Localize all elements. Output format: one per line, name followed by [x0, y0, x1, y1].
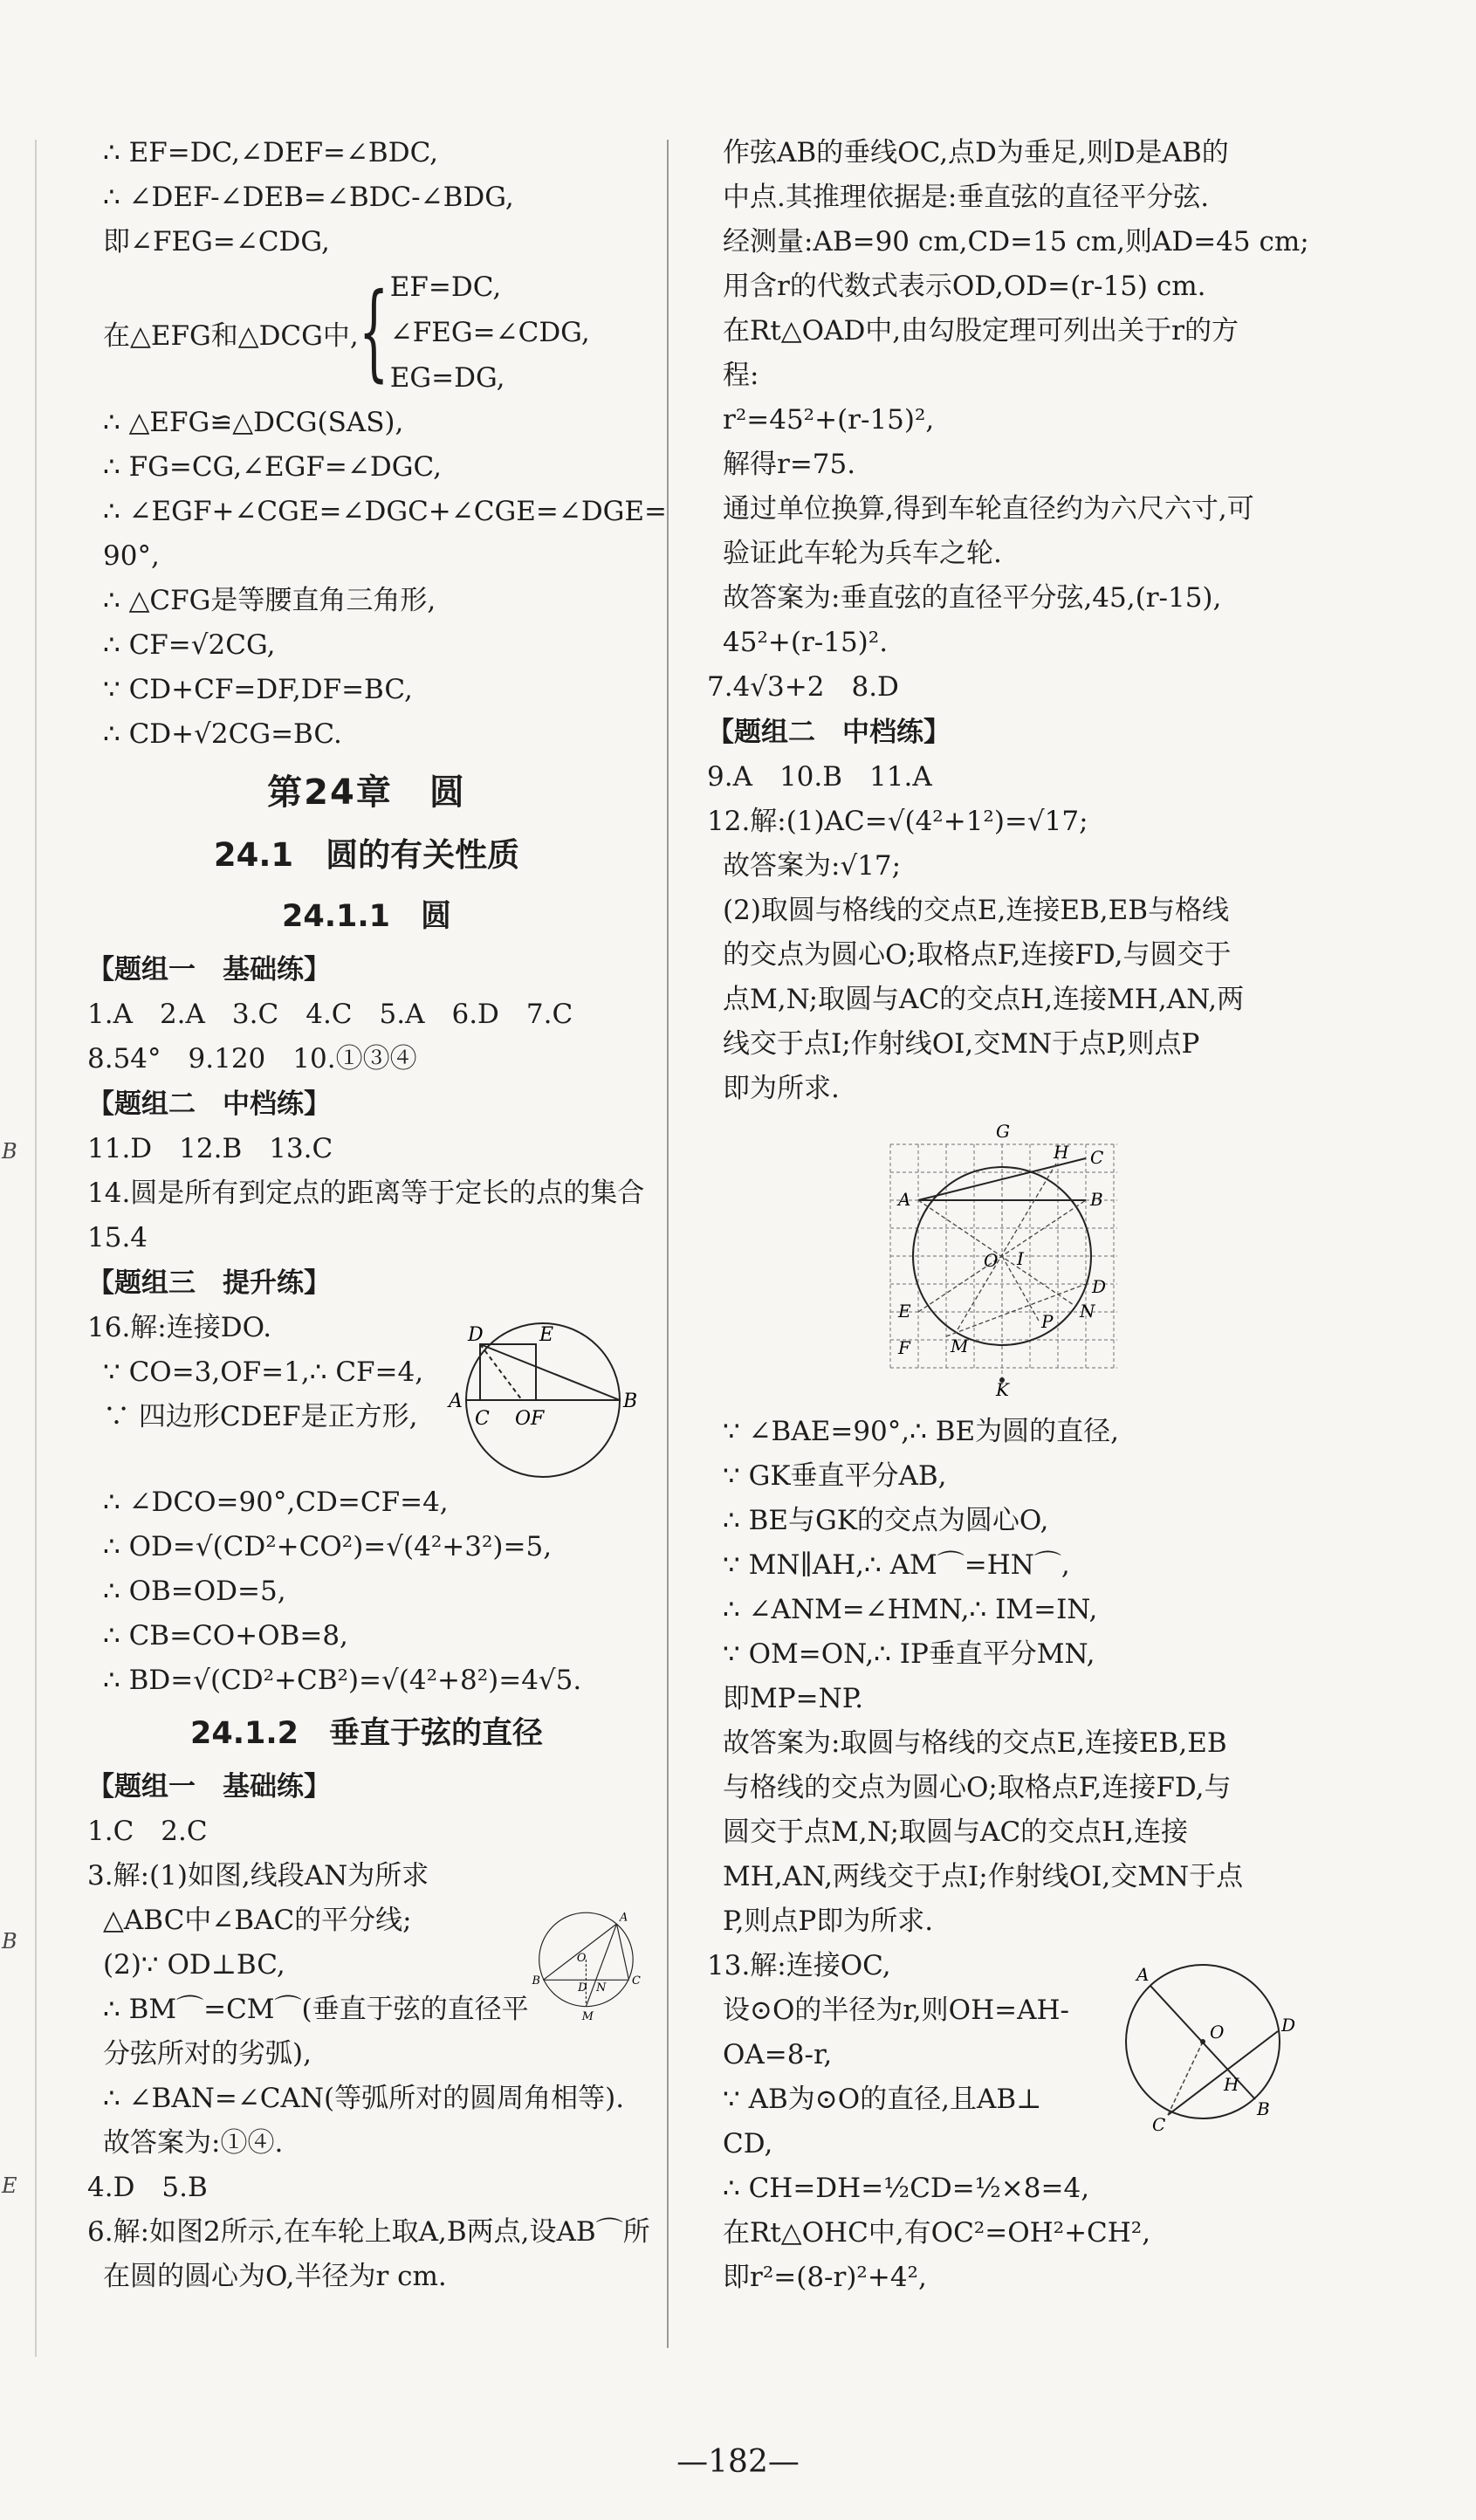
fig-label: M	[581, 2009, 594, 2023]
fig-label: C	[475, 1408, 490, 1430]
q13-chord-figure	[1109, 1944, 1301, 2145]
text-line: ∴ EF=DC,∠DEF=∠BDC,	[103, 137, 439, 168]
fig-label: O	[984, 1250, 999, 1271]
solution-line: OA=8-r,	[723, 2039, 833, 2070]
fig-label: M	[951, 1336, 969, 1356]
solution-line: 12.解:(1)AC=√(4²+1²)=√17;	[707, 806, 1088, 837]
text-line: ∴ △CFG是等腰直角三角形,	[103, 585, 436, 616]
group-heading: 【题组二 中档练】	[707, 717, 951, 748]
solution-line: △ABC中∠BAC的平分线;	[103, 1905, 412, 1936]
margin-mark: B	[2, 1139, 17, 1164]
solution-line: ∴ BE与GK的交点为圆心O,	[723, 1505, 1049, 1536]
q16-circle-square-figure	[436, 1306, 646, 1480]
solution-line: 故答案为:√17;	[723, 850, 902, 882]
solution-line: 即r²=(8-r)²+4²,	[723, 2262, 927, 2293]
subsection-title: 24.1.2 垂直于弦的直径	[189, 1716, 543, 1751]
fig-label: B	[1090, 1189, 1103, 1210]
solution-line: 圆交于点M,N;取圆与AC的交点H,连接	[723, 1816, 1189, 1848]
text-line: 用含r的代数式表示OD,OD=(r-15) cm.	[723, 271, 1206, 302]
brace-intro: 在△EFG和△DCG中,	[103, 319, 359, 352]
fig-label: A	[1136, 1964, 1150, 1985]
congruence-conditions	[87, 264, 646, 401]
text-line: ∴ ∠EGF+∠CGE=∠DGC+∠CGE=∠DGE=	[103, 496, 668, 527]
group-heading: 【题组一 基础练】	[87, 1771, 331, 1802]
text-line: 作弦AB的垂线OC,点D为垂足,则D是AB的	[723, 137, 1229, 168]
answer-line: 1.A 2.A 3.C 4.C 5.A 6.D 7.C	[87, 999, 573, 1030]
margin-mark: B	[2, 1929, 17, 1954]
brace-symbol: {	[358, 271, 389, 393]
text-line: 程:	[723, 360, 759, 391]
chapter-title: 第24章 圆	[267, 772, 466, 813]
fig-label: N	[595, 1981, 607, 1995]
solution-line: ∵ CO=3,OF=1,∴ CF=4,	[103, 1356, 424, 1388]
solution-line: ∵ ∠BAE=90°,∴ BE为圆的直径,	[723, 1416, 1119, 1447]
page-number: —182—	[676, 2444, 800, 2480]
fig-label: C	[1090, 1147, 1104, 1168]
text-line: ∴ CD+√2CG=BC.	[103, 718, 342, 750]
question-16	[87, 1306, 646, 1480]
fig-label: A	[449, 1390, 463, 1412]
solution-line: 13.解:连接OC,	[707, 1950, 891, 1981]
text-line: 解得r=75.	[723, 449, 856, 480]
solution-line: 即MP=NP.	[723, 1683, 864, 1714]
text-line: ∴ FG=CG,∠EGF=∠DGC,	[103, 451, 442, 483]
text-line: ∴ △EFG≌△DCG(SAS),	[103, 407, 404, 438]
solution-line: ∵ OM=ON,∴ IP垂直平分MN,	[723, 1638, 1095, 1670]
solution-line: 设⊙O的半径为r,则OH=AH-	[723, 1995, 1069, 2026]
left-column	[87, 131, 668, 2299]
brace-line: EG=DG,	[389, 362, 505, 394]
section-title: 24.1 圆的有关性质	[213, 836, 520, 874]
q12-grid-circle-figure	[877, 1118, 1130, 1397]
answer-line: 1.C 2.C	[87, 1816, 208, 1847]
solution-line: 6.解:如图2所示,在车轮上取A,B两点,设AB⌒所	[87, 2216, 650, 2248]
solution-line: (2)取圆与格线的交点E,连接EB,EB与格线	[723, 895, 1230, 926]
text-line: 验证此车轮为兵车之轮.	[723, 538, 1002, 569]
fig-label: D	[1281, 2015, 1296, 2036]
solution-line: 即为所求.	[723, 1073, 840, 1104]
solution-line: 在圆的圆心为O,半径为r cm.	[103, 2261, 447, 2292]
fig-label: D	[1092, 1276, 1107, 1297]
margin-mark: E	[2, 2173, 17, 2198]
solution-line: ∴ OD=√(CD²+CO²)=√(4²+3²)=5,	[103, 1531, 553, 1562]
solution-line: ∴ CB=CO+OB=8,	[103, 1620, 348, 1651]
fig-label: A	[619, 1911, 628, 1925]
answer-line: 15.4	[87, 1222, 148, 1253]
solution-line: 3.解:(1)如图,线段AN为所求	[87, 1860, 429, 1892]
fig-label: D	[468, 1324, 484, 1346]
brace-lines	[390, 264, 590, 401]
solution-line: MH,AN,两线交于点I;作射线OI,交MN于点	[723, 1861, 1244, 1892]
fig-label: A	[898, 1189, 911, 1210]
fig-label: F	[898, 1337, 910, 1358]
solution-line: 分弦所对的劣弧),	[103, 2038, 312, 2070]
solution-line: ∵ MN∥AH,∴ AM⌒=HN⌒,	[723, 1549, 1070, 1581]
text-line: 经测量:AB=90 cm,CD=15 cm,则AD=45 cm;	[723, 226, 1309, 257]
answer-line: 8.54° 9.120 10.①③④	[87, 1043, 417, 1075]
right-column	[707, 131, 1309, 2300]
solution-line: CD,	[723, 2128, 773, 2160]
fig-label: B	[623, 1390, 638, 1412]
solution-line: 的交点为圆心O;取格点F,连接FD,与圆交于	[723, 939, 1232, 971]
answer-line: 11.D 12.B 13.C	[87, 1133, 333, 1164]
fig-label: N	[1080, 1301, 1095, 1322]
fig-label: O	[576, 1952, 587, 1966]
q3-angle-bisector-figure	[529, 1854, 646, 2072]
solution-line: ∵ GK垂直平分AB,	[723, 1460, 947, 1492]
text-line: ∴ ∠DEF-∠DEB=∠BDC-∠BDG,	[103, 182, 514, 213]
solution-line: ∵ AB为⊙O的直径,且AB⊥	[723, 2084, 1042, 2115]
fig-label: H	[1224, 2074, 1239, 2095]
fig-label: K	[996, 1379, 1009, 1397]
fig-label: F	[531, 1408, 545, 1430]
group-heading: 【题组一 基础练】	[87, 954, 331, 985]
text-line: 90°,	[103, 540, 160, 572]
fig-label: P	[1041, 1311, 1054, 1332]
q12-figure-wrap	[707, 1111, 1301, 1410]
fig-label: D	[577, 1981, 587, 1995]
text-line: ∵ CD+CF=DF,DF=BC,	[103, 674, 413, 705]
solution-line: ∵ 四边形CDEF是正方形,	[103, 1401, 418, 1432]
fig-label: B	[532, 1974, 540, 1988]
column-divider	[667, 140, 669, 2348]
group-heading: 【题组三 提升练】	[87, 1267, 331, 1299]
solution-line: ∴ ∠DCO=90°,CD=CF=4,	[103, 1487, 449, 1518]
solution-line: 在Rt△OHC中,有OC²=OH²+CH²,	[723, 2217, 1151, 2249]
solution-line: ∴ BD=√(CD²+CB²)=√(4²+8²)=4√5.	[103, 1665, 582, 1696]
solution-line: 线交于点I;作射线OI,交MN于点P,则点P	[723, 1028, 1200, 1060]
fig-label: O	[515, 1408, 532, 1430]
solution-line: 故答案为:取圆与格线的交点E,连接EB,EB	[723, 1727, 1227, 1759]
subsection-title: 24.1.1 圆	[281, 899, 451, 934]
solution-line: P,则点P即为所求.	[723, 1905, 934, 1937]
text-line: 45²+(r-15)².	[723, 627, 889, 658]
question-13	[707, 1944, 1301, 2166]
solution-line: 16.解:连接DO.	[87, 1312, 272, 1343]
text-line: ∴ CF=√2CG,	[103, 629, 276, 661]
brace-line: EF=DC,	[389, 271, 502, 303]
text-line: 在Rt△OAD中,由勾股定理可列出关于r的方	[723, 315, 1239, 347]
answer-line: 14.圆是所有到定点的距离等于定长的点的集合	[87, 1178, 645, 1209]
fig-label: E	[898, 1301, 911, 1322]
answer-line: 4.D 5.B	[87, 2172, 208, 2203]
fig-label: C	[1152, 2114, 1166, 2135]
fig-label: B	[1257, 2098, 1270, 2119]
solution-line: ∴ CH=DH=½CD=½×8=4,	[723, 2173, 1090, 2204]
fig-label: C	[631, 1974, 641, 1988]
solution-line: 点M,N;取圆与AC的交点H,连接MH,AN,两	[723, 984, 1245, 1015]
solution-line: ∴ ∠BAN=∠CAN(等弧所对的圆周角相等).	[103, 2083, 625, 2114]
solution-line: ∴ OB=OD=5,	[103, 1576, 286, 1607]
solution-line: 与格线的交点为圆心O;取格点F,连接FD,与	[723, 1772, 1232, 1803]
fig-label: H	[1054, 1142, 1069, 1163]
brace-line: ∠FEG=∠CDG,	[389, 317, 590, 348]
fig-label: O	[1210, 2022, 1225, 2043]
page-edge	[35, 140, 37, 2357]
text-line: 中点.其推理依据是:垂直弦的直径平分弦.	[723, 182, 1210, 213]
text-line: r²=45²+(r-15)²,	[723, 404, 935, 436]
answer-line: 7.4√3+2 8.D	[707, 671, 899, 703]
text-line: 即∠FEG=∠CDG,	[103, 226, 330, 257]
fig-label: G	[996, 1121, 1010, 1142]
question-3	[87, 1854, 646, 2077]
fig-label: I	[1017, 1248, 1024, 1269]
solution-line: ∴ BM⌒=CM⌒(垂直于弦的直径平	[103, 1994, 529, 2025]
group-heading: 【题组二 中档练】	[87, 1088, 331, 1120]
solution-line: (2)∵ OD⊥BC,	[103, 1949, 285, 1981]
solution-line: ∴ ∠ANM=∠HMN,∴ IM=IN,	[723, 1594, 1098, 1625]
answer-line: 9.A 10.B 11.A	[707, 761, 932, 793]
text-line: 故答案为:垂直弦的直径平分弦,45,(r-15),	[723, 582, 1222, 614]
solution-line: 故答案为:①④.	[103, 2127, 284, 2159]
fig-label: E	[539, 1324, 554, 1346]
text-line: 通过单位换算,得到车轮直径约为六尺六寸,可	[723, 493, 1254, 525]
